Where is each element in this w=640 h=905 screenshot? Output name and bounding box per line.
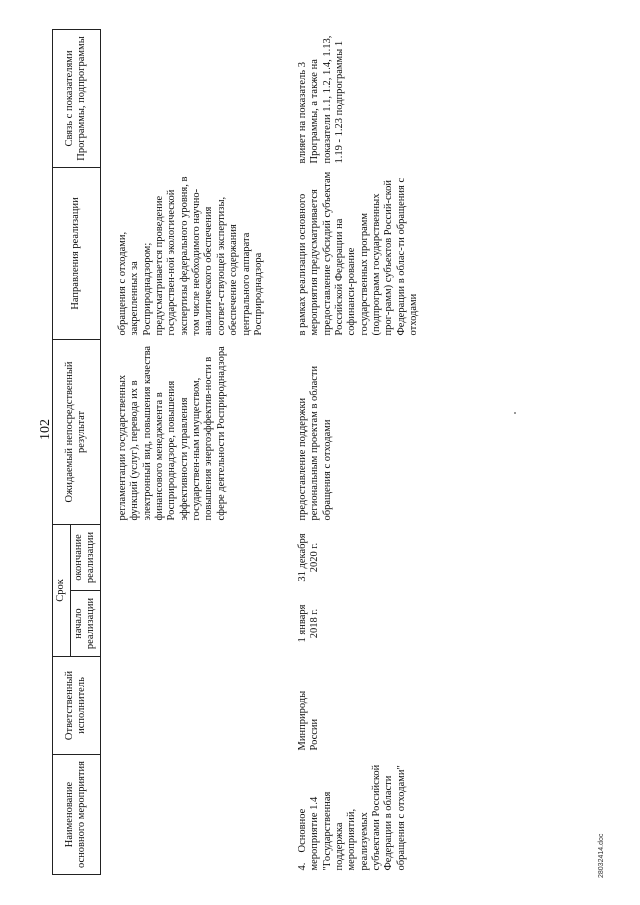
header-directions: Направления реализации	[53, 167, 101, 339]
row4-name-cell	[295, 755, 423, 875]
footer-doc-code: 28032414.doc	[598, 833, 605, 878]
row4-directions: в рамках реализации основного мероприятия предусматривается предоставление субсидий субъектам Российской Федерации на софинанси-рование государственных программ (подпрограмм государственных прог-рамм) субъектов Россий-ской Федерации в облас-ти обращения с отходами	[296, 171, 420, 336]
row4-executor: Минприроды России	[296, 690, 321, 751]
table-header	[53, 29, 101, 874]
row4-name: Основное мероприятие 1.4 "Государственная поддержка мероприятий, реализуемых субъектами Российской Федерации в области обращения с отходами"	[296, 764, 407, 871]
header-executor: Ответственный исполнитель	[53, 657, 101, 755]
header-name: Наименование основного мероприятия	[53, 755, 101, 875]
measures-table	[52, 29, 423, 875]
row4-result: предоставление поддержки региональным проектам в области обращения с отходами	[296, 365, 333, 521]
table-row-continuation	[100, 29, 295, 874]
table-row	[295, 29, 423, 874]
scan-speck	[514, 412, 516, 414]
cont-result: регламентации государственных функций (услуг), перевода их в электронный вид, повышения качества финансового менеджмента в Росприроднадзоре, повышения эффективности управления государствен-ным имуществом, повышения энергоэффектив-ности в сфере деятельности Росприроднадзора	[116, 345, 227, 521]
row4-link: влияет на показатель 3 Программы, а также на показатели 1.1, 1.2, 1.4, 1.13, 1.19 - 1.23 подпрограммы 1	[296, 35, 345, 164]
header-term: Срок	[53, 524, 71, 656]
header-start: начало реализации	[70, 591, 100, 657]
rotated-table-container	[52, 30, 622, 875]
row4-number: 4.	[296, 862, 308, 871]
header-result: Ожидаемый непосредственный результат	[53, 339, 101, 524]
header-end: окончание реализации	[70, 524, 100, 590]
page-number: 102	[38, 419, 53, 440]
row4-end: 31 декабря 2020 г.	[296, 533, 321, 582]
row4-start: 1 января 2018 г.	[296, 604, 321, 643]
header-link: Связь с показателями Программы, подпрограммы	[53, 29, 101, 167]
cont-directions: обращения с отходами, закрепленных за Росприроднадзором; предусматривается проведение государствен-ной экологической экспертизы федерального уровня, в том числе необходимого научно-аналитического обеспечения соответ-ствующей экспертизы, обеспечение содержания центрального аппарата Росприроднадзора	[116, 176, 264, 336]
